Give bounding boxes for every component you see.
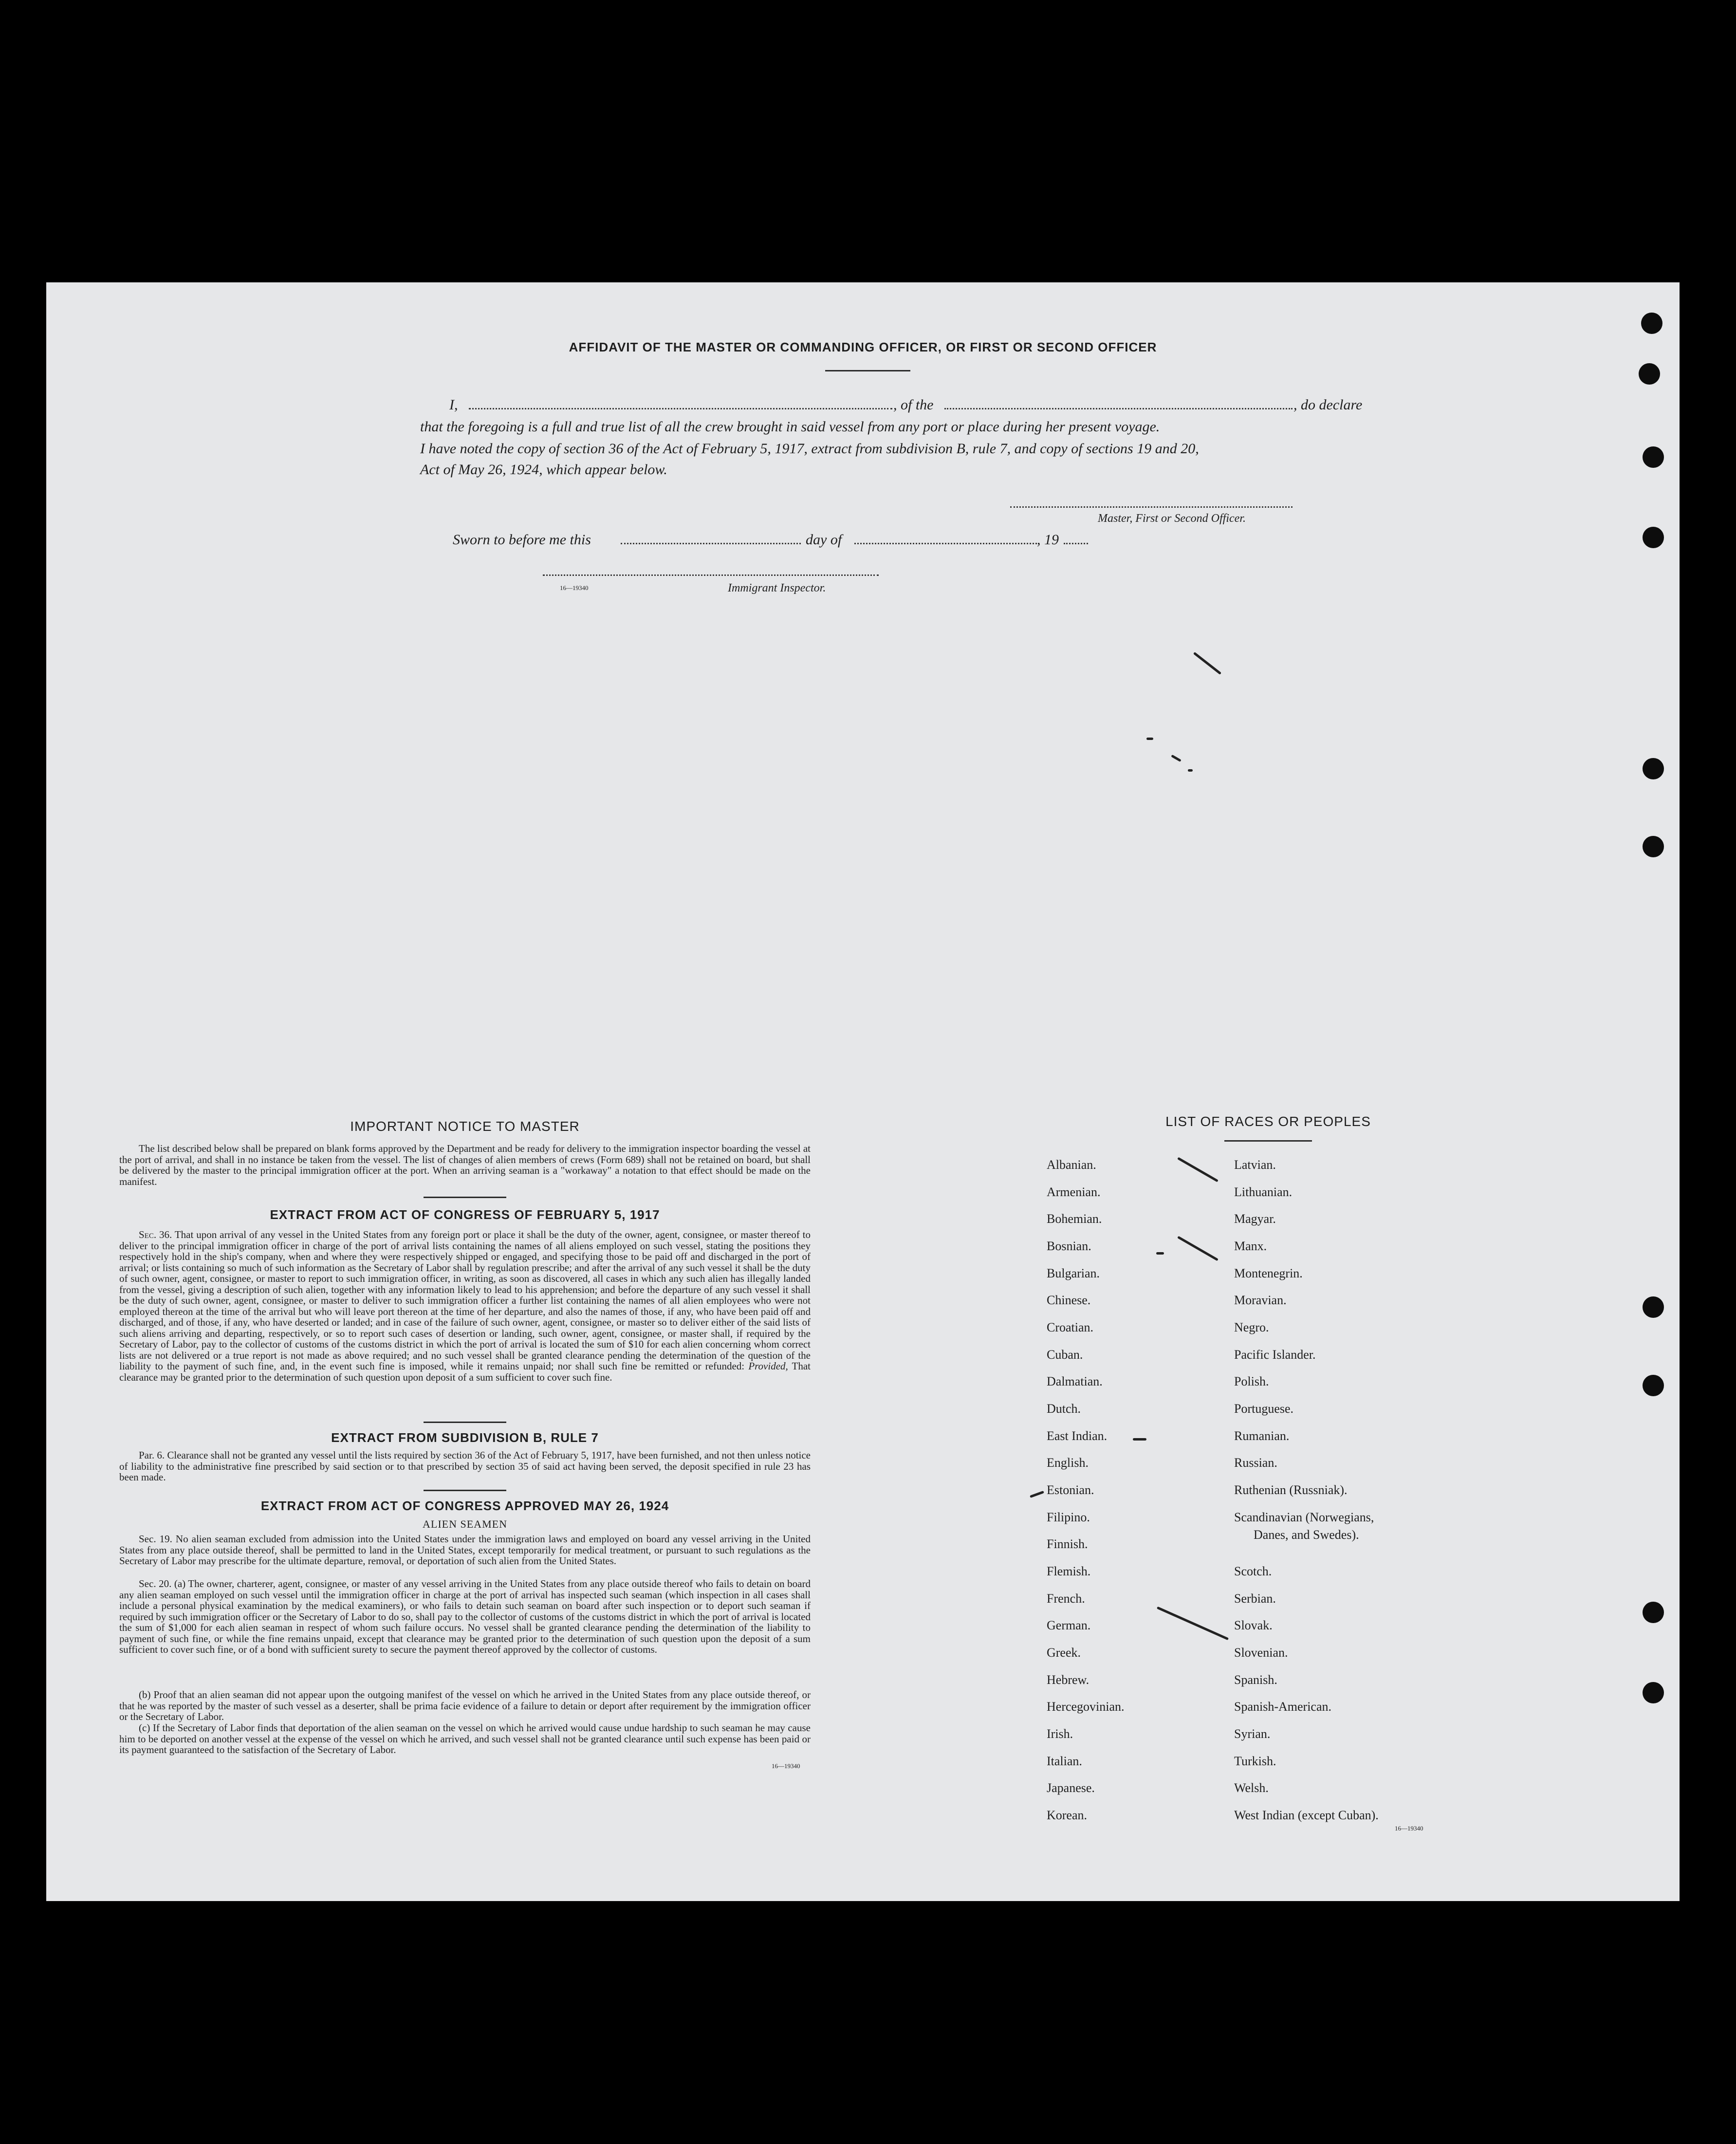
race-item: Lithuanian. bbox=[1234, 1185, 1293, 1199]
affidavit-line-2: that the foregoing is a full and true list of all the crew brought in said vessel from any port or place during her present voyage. bbox=[420, 419, 1160, 435]
sec-20b-text: (b) Proof that an alien seaman did not appear upon the outgoing manifest of the vessel on which he arrived in the United States from any place outside thereof, or that he was reported by the master of such vessel as a deserter, shall be prima facie evidence of a failure to detain or deport after requirement by the immigration officer or the Secretary of Labor. bbox=[119, 1689, 811, 1722]
race-item: Rumanian. bbox=[1234, 1429, 1290, 1443]
race-item: Manx. bbox=[1234, 1239, 1267, 1253]
stray-ink-mark bbox=[1193, 652, 1221, 675]
race-item: Serbian. bbox=[1234, 1591, 1276, 1606]
affidavit-title: AFFIDAVIT OF THE MASTER OR COMMANDING OFFICER, OR FIRST OR SECOND OFFICER bbox=[569, 340, 1157, 354]
race-item: Turkish. bbox=[1234, 1754, 1276, 1768]
race-item: Moravian. bbox=[1234, 1293, 1287, 1307]
race-item: Danes, and Swedes). bbox=[1254, 1528, 1359, 1542]
tick-mark bbox=[1133, 1438, 1146, 1441]
race-item: Hercegovinian. bbox=[1047, 1700, 1125, 1714]
sec-19-text: Sec. 19. No alien seaman excluded from admission into the United States under the immigration laws and employed on board any vessel arriving in the United States from any place outside thereof, shall be permitted to land in the United States, except temporarily for medical treatment, or pursuant to such regulations as the Secretary of Labor may prescribe for the ultimate departure, removal, or deportation of such alien from the United States. bbox=[119, 1533, 811, 1567]
race-item: Croatian. bbox=[1047, 1320, 1094, 1334]
race-item: East Indian. bbox=[1047, 1429, 1108, 1443]
race-item: French. bbox=[1047, 1591, 1085, 1606]
race-item: Cuban. bbox=[1047, 1348, 1083, 1362]
tick-mark bbox=[1030, 1491, 1044, 1498]
stray-ink-mark bbox=[1146, 738, 1153, 740]
stray-ink-mark bbox=[1188, 769, 1193, 772]
race-item: Flemish. bbox=[1047, 1564, 1091, 1578]
race-item: Greek. bbox=[1047, 1645, 1081, 1660]
race-item: Hebrew. bbox=[1047, 1673, 1090, 1687]
race-item: Ruthenian (Russniak). bbox=[1234, 1483, 1348, 1497]
race-item: Italian. bbox=[1047, 1754, 1082, 1768]
rule-7-divider bbox=[424, 1490, 506, 1491]
punch-hole bbox=[1643, 1375, 1664, 1396]
race-item: Estonian. bbox=[1047, 1483, 1094, 1497]
tick-mark bbox=[1177, 1236, 1219, 1261]
race-item: Spanish-American. bbox=[1234, 1700, 1332, 1714]
race-item: Dalmatian. bbox=[1047, 1374, 1103, 1388]
punch-hole bbox=[1643, 1602, 1664, 1623]
notice-title: IMPORTANT NOTICE TO MASTER bbox=[350, 1119, 580, 1134]
race-item: Finnish. bbox=[1047, 1537, 1088, 1551]
race-item: Russian. bbox=[1234, 1456, 1277, 1470]
extract-1924-form-number: 16—19340 bbox=[772, 1762, 800, 1770]
name-blank-line[interactable] bbox=[469, 408, 892, 409]
proviso-word: Provided, bbox=[748, 1360, 788, 1372]
race-item: Dutch. bbox=[1047, 1402, 1081, 1416]
race-item: English. bbox=[1047, 1456, 1089, 1470]
affidavit-of-the: , of the bbox=[893, 397, 934, 413]
proviso-text: That clearance may be granted prior to the determination of such question upon deposit of a sum sufficient to cover such fine. bbox=[119, 1360, 811, 1383]
races-title: LIST OF RACES OR PEOPLES bbox=[1165, 1114, 1371, 1129]
affidavit-do-declare: , do declare bbox=[1293, 397, 1363, 413]
race-item: Slovenian. bbox=[1234, 1645, 1288, 1660]
punch-hole bbox=[1643, 446, 1664, 468]
year-label: , 19 bbox=[1037, 532, 1059, 548]
extract-1917-divider bbox=[424, 1422, 506, 1423]
race-item: Syrian. bbox=[1234, 1727, 1271, 1741]
punch-hole bbox=[1643, 1682, 1664, 1703]
races-form-number: 16—19340 bbox=[1395, 1825, 1423, 1832]
sec-20c-text: (c) If the Secretary of Labor finds that deportation of the alien seaman on the vessel on which he arrived would cause undue hardship to such seaman he may cause him to be deported on another vessel at the expense of the vessel on which he arrived, and such vessel shall not be granted clearance until such expense has been paid or its payment guaranteed to the satisfaction of the Secretary of Labor. bbox=[119, 1722, 811, 1756]
race-item: Japanese. bbox=[1047, 1781, 1095, 1795]
sworn-month-blank-line[interactable] bbox=[854, 543, 1037, 544]
race-item: Pacific Islander. bbox=[1234, 1348, 1316, 1362]
race-item: Bohemian. bbox=[1047, 1212, 1102, 1226]
master-signature-line[interactable] bbox=[1010, 506, 1293, 508]
race-item: Armenian. bbox=[1047, 1185, 1101, 1199]
race-item: Scotch. bbox=[1234, 1564, 1272, 1578]
race-item: Albanian. bbox=[1047, 1158, 1096, 1172]
sworn-label: Sworn to before me this bbox=[453, 532, 591, 548]
extract-1917-title: EXTRACT FROM ACT OF CONGRESS OF FEBRUARY 5, 1917 bbox=[270, 1207, 660, 1222]
sec-36-label: Sec. 36. bbox=[139, 1229, 172, 1240]
punch-hole bbox=[1643, 758, 1664, 779]
stray-ink-mark bbox=[1171, 755, 1182, 762]
extract-1924-title: EXTRACT FROM ACT OF CONGRESS APPROVED MAY 26, 1924 bbox=[260, 1498, 669, 1513]
race-item: Bosnian. bbox=[1047, 1239, 1091, 1253]
race-item: German. bbox=[1047, 1618, 1091, 1632]
race-item: Portuguese. bbox=[1234, 1402, 1294, 1416]
vessel-blank-line[interactable] bbox=[944, 408, 1293, 409]
race-item: Chinese. bbox=[1047, 1293, 1091, 1307]
punch-hole bbox=[1641, 313, 1662, 334]
sec-36-text: That upon arrival of any vessel in the United States from any foreign port or place it shall be the duty of the owner, agent, consignee, or master thereof to deliver to the principal immigration officer in charge of the port of arrival lists containing the names of all aliens employed on such vessel, stating the positions they respectively hold in the ship's company, when and where they were respectively shipped or engaged, and specifying those to be paid off and discharged in the port of arrival; or lists containing so much of such information as the Secretary of Labor shall by regulation prescribe; and after the arrival of any such vessel it shall be the duty of such owner, agent, consignee, or master to report to such immigration officer, in writing, as soon as discovered, all cases in which any such alien has illegally landed from the vessel, giving a description of such alien, together with any information likely to lead to his apprehension; and before the departure of any such vessel it shall be the duty of such owner, agent, consignee, or master to deliver to such immigration officer a further list containing the names of all alien employees who were not employed thereon at the time of the arrival but who will leave port thereon at the time of her departure, and also the names of those, if any, who have been paid off and discharged, and of those, if any, who have deserted or landed; and in case of the failure of such owner, agent, consignee, or master so to deliver either of the said lists of such aliens arriving and departing, respectively, or so to report such cases of desertion or landing, such owner, agent, consignee, or master shall, if required by the Secretary of Labor, pay to the collector of customs of the customs district in which the port of arrival is located the sum of $10 for each alien concerning whom correct lists are not delivered or a true report is not made as above required; and no such vessel shall be granted clearance pending the determination of the question of the liability to the payment of such fine, and, in the event such fine is imposed, while it remains unpaid; nor shall such fine be remitted or refunded: bbox=[119, 1229, 811, 1372]
race-item: Slovak. bbox=[1234, 1618, 1273, 1632]
race-item: Montenegrin. bbox=[1234, 1266, 1303, 1280]
race-item: West Indian (except Cuban). bbox=[1234, 1808, 1379, 1822]
rule-7-body: Par. 6. Clearance shall not be granted any vessel until the lists required by section 36 of the Act of February 5, 1917, have been furnished, and not then unless notice of liability to the administrative fine prescribed by said section or to that prescribed by section 35 of said act having been served, the deposit specified in rule 23 has been made. bbox=[119, 1449, 811, 1483]
punch-hole bbox=[1643, 1296, 1664, 1318]
tick-mark bbox=[1157, 1607, 1229, 1641]
notice-body: The list described below shall be prepared on blank forms approved by the Department and be ready for delivery to the immigration inspector boarding the vessel at the port of arrival, and shall in no instance be taken from the vessel. The list of changes of alien members of crews (Form 689) shall not be retained on board, but shall be delivered by the master to the principal immigration officer at the port. When an arriving seaman is a "workaway" a notation to that effect should be made on the manifest. bbox=[119, 1143, 811, 1187]
race-item: Irish. bbox=[1047, 1727, 1073, 1741]
master-signature-caption: Master, First or Second Officer. bbox=[1098, 512, 1246, 525]
affidavit-line-4: Act of May 26, 1924, which appear below. bbox=[420, 462, 667, 478]
rule-7-title: EXTRACT FROM SUBDIVISION B, RULE 7 bbox=[331, 1430, 599, 1445]
tick-mark bbox=[1156, 1252, 1164, 1255]
affidavit-i-label: I, bbox=[449, 397, 458, 413]
race-item: Welsh. bbox=[1234, 1781, 1269, 1795]
notice-divider bbox=[424, 1197, 506, 1198]
year-blank-line[interactable] bbox=[1064, 543, 1088, 544]
races-divider bbox=[1224, 1140, 1312, 1142]
punch-hole bbox=[1643, 836, 1664, 857]
affidavit-form-number: 16—19340 bbox=[560, 584, 589, 591]
extract-1917-body bbox=[119, 1229, 811, 1383]
race-item: Magyar. bbox=[1234, 1212, 1276, 1226]
day-of-label: day of bbox=[806, 532, 842, 548]
punch-hole bbox=[1643, 527, 1664, 548]
race-item: Bulgarian. bbox=[1047, 1266, 1100, 1280]
inspector-caption: Immigrant Inspector. bbox=[728, 582, 826, 594]
race-item: Latvian. bbox=[1234, 1158, 1276, 1172]
document-sheet bbox=[46, 282, 1680, 1901]
title-divider bbox=[825, 370, 910, 371]
sec-20a-text: Sec. 20. (a) The owner, charterer, agent, consignee, or master of any vessel arriving in the United States from any place outside thereof who fails to detain on board any alien seaman employed on such vessel until the immigration officer in charge at the port of arrival has inspected such seaman (which inspection in all cases shall include a personal physical examination by the medical examiners), or who fails to detain such seaman on board after such inspection or to deport such seaman if required by such immigration officer or the Secretary of Labor to do so, shall pay to the collector of customs of the customs district in which the port of arrival is located the sum of $1,000 for each alien seaman in respect of whom such failure occurs. No vessel shall be granted clearance pending the determination of the liability to payment of such fine, or while the fine remains unpaid, except that clearance may be granted prior to the determination of such question upon the deposit of a sum sufficient to cover such fine, or of a bond with sufficient surety to secure the payment thereof approved by the collector of customs. bbox=[119, 1578, 811, 1655]
extract-1924-subtitle: ALIEN SEAMEN bbox=[423, 1518, 507, 1530]
race-item: Negro. bbox=[1234, 1320, 1269, 1334]
tick-mark bbox=[1177, 1157, 1219, 1183]
inspector-signature-line[interactable] bbox=[543, 574, 879, 576]
race-item: Spanish. bbox=[1234, 1673, 1277, 1687]
punch-hole bbox=[1639, 363, 1660, 385]
race-item: Filipino. bbox=[1047, 1510, 1090, 1524]
sworn-day-blank-line[interactable] bbox=[621, 543, 801, 544]
affidavit-line-3: I have noted the copy of section 36 of the Act of February 5, 1917, extract from subdivision B, rule 7, and copy of sections 19 and 20, bbox=[420, 441, 1199, 457]
race-item: Polish. bbox=[1234, 1374, 1269, 1388]
race-item: Korean. bbox=[1047, 1808, 1088, 1822]
race-item: Scandinavian (Norwegians, bbox=[1234, 1510, 1374, 1524]
